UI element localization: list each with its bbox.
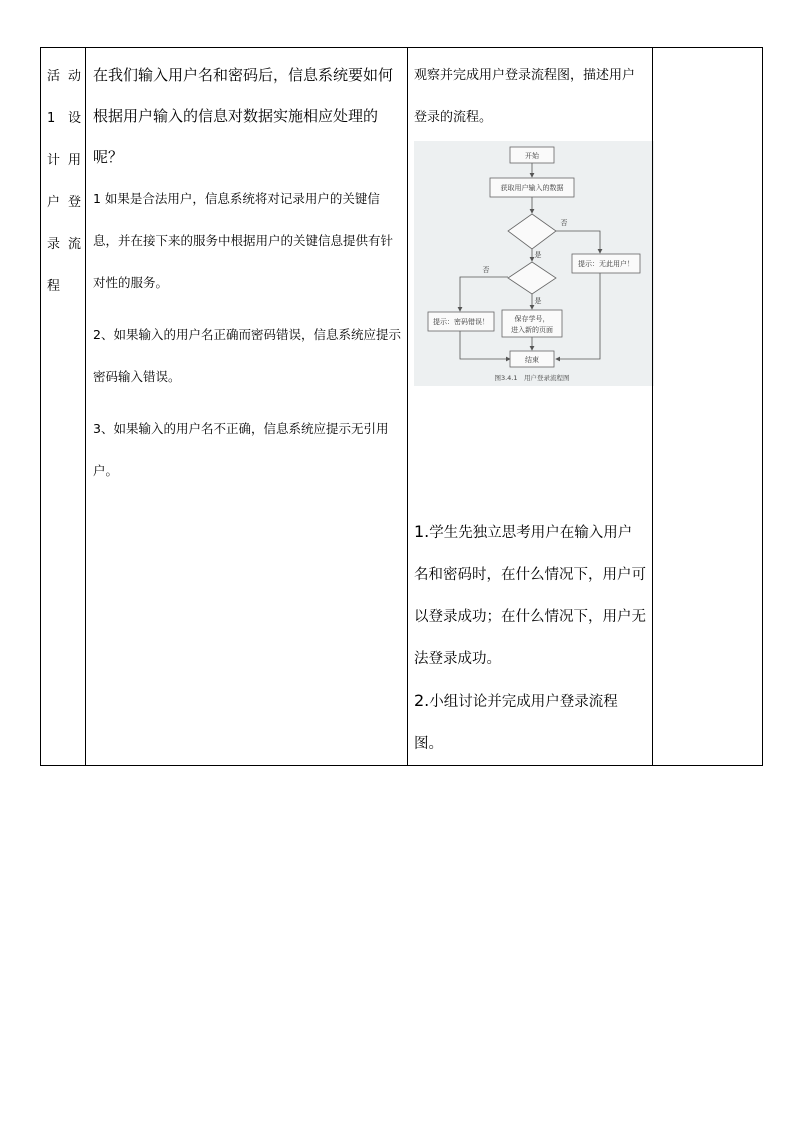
activity-label-line: 程 [47, 279, 61, 294]
task-text: 学生先独立思考用户在输入用户名和密码时，在什么情况下，用户可以登录成功；在什么情况下，用户无法登录成功。 [414, 525, 646, 667]
login-flowchart [414, 141, 654, 386]
lead-question: 在我们输入用户名和密码后，信息系统要如何根据用户输入的信息对数据实施相应处理的呢？ [93, 66, 394, 166]
flow-save-text-line2: 进入新的页面 [511, 326, 553, 334]
activity-label-line: 户登 [47, 195, 81, 210]
flow-yes-label: 是 [534, 251, 542, 259]
activity-label-line: 录流 [47, 237, 81, 252]
activity-label-line: 活动 [47, 69, 81, 84]
activity-label-line: 1 设 [47, 111, 81, 126]
flow-no-label: 否 [482, 266, 490, 274]
flow-save-text-line1: 保存学号， [514, 315, 550, 323]
content-item: 1 如果是合法用户，信息系统将对记录用户的关键信息，并在接下来的服务中根据用户的关键信息提供有针对性的服务。 [93, 191, 394, 290]
flow-decision-node [508, 262, 556, 294]
notes-cell [653, 48, 763, 766]
student-activity-cell [408, 48, 653, 766]
flow-decision-node [508, 214, 556, 249]
content-item: 2、如果输入的用户名正确而密码错误，信息系统应提示密码输入错误。 [93, 327, 401, 384]
flow-yes-label: 是 [534, 297, 542, 305]
student-task [414, 680, 646, 765]
student-intro: 观察并完成用户登录流程图，描述用户登录的流程。 [414, 68, 636, 125]
flow-wrong-password-text: 提示：密码错误！ [433, 318, 489, 326]
lesson-table [40, 47, 763, 766]
flow-end-text: 结束 [525, 356, 539, 364]
flow-start-text: 开始 [525, 152, 539, 160]
flow-input-text: 获取用户输入的数据 [500, 184, 564, 192]
task-number: 2. [414, 691, 430, 710]
activity-cell [41, 48, 86, 766]
task-number: 1. [414, 522, 430, 541]
content-item: 3、如果输入的用户名不正确，信息系统应提示无引用户。 [93, 421, 389, 478]
task-text: 小组讨论并完成用户登录流程图。 [414, 694, 618, 752]
flow-no-label: 否 [560, 219, 568, 227]
student-task [414, 511, 646, 680]
teacher-content-cell [86, 48, 408, 766]
activity-label-line: 计用 [47, 153, 81, 168]
flowchart-caption: 图3.4.1 用户登录流程图 [494, 374, 570, 382]
activity-label [41, 48, 85, 308]
table-row [41, 48, 763, 766]
flow-no-user-text: 提示：无此用户！ [578, 260, 634, 268]
